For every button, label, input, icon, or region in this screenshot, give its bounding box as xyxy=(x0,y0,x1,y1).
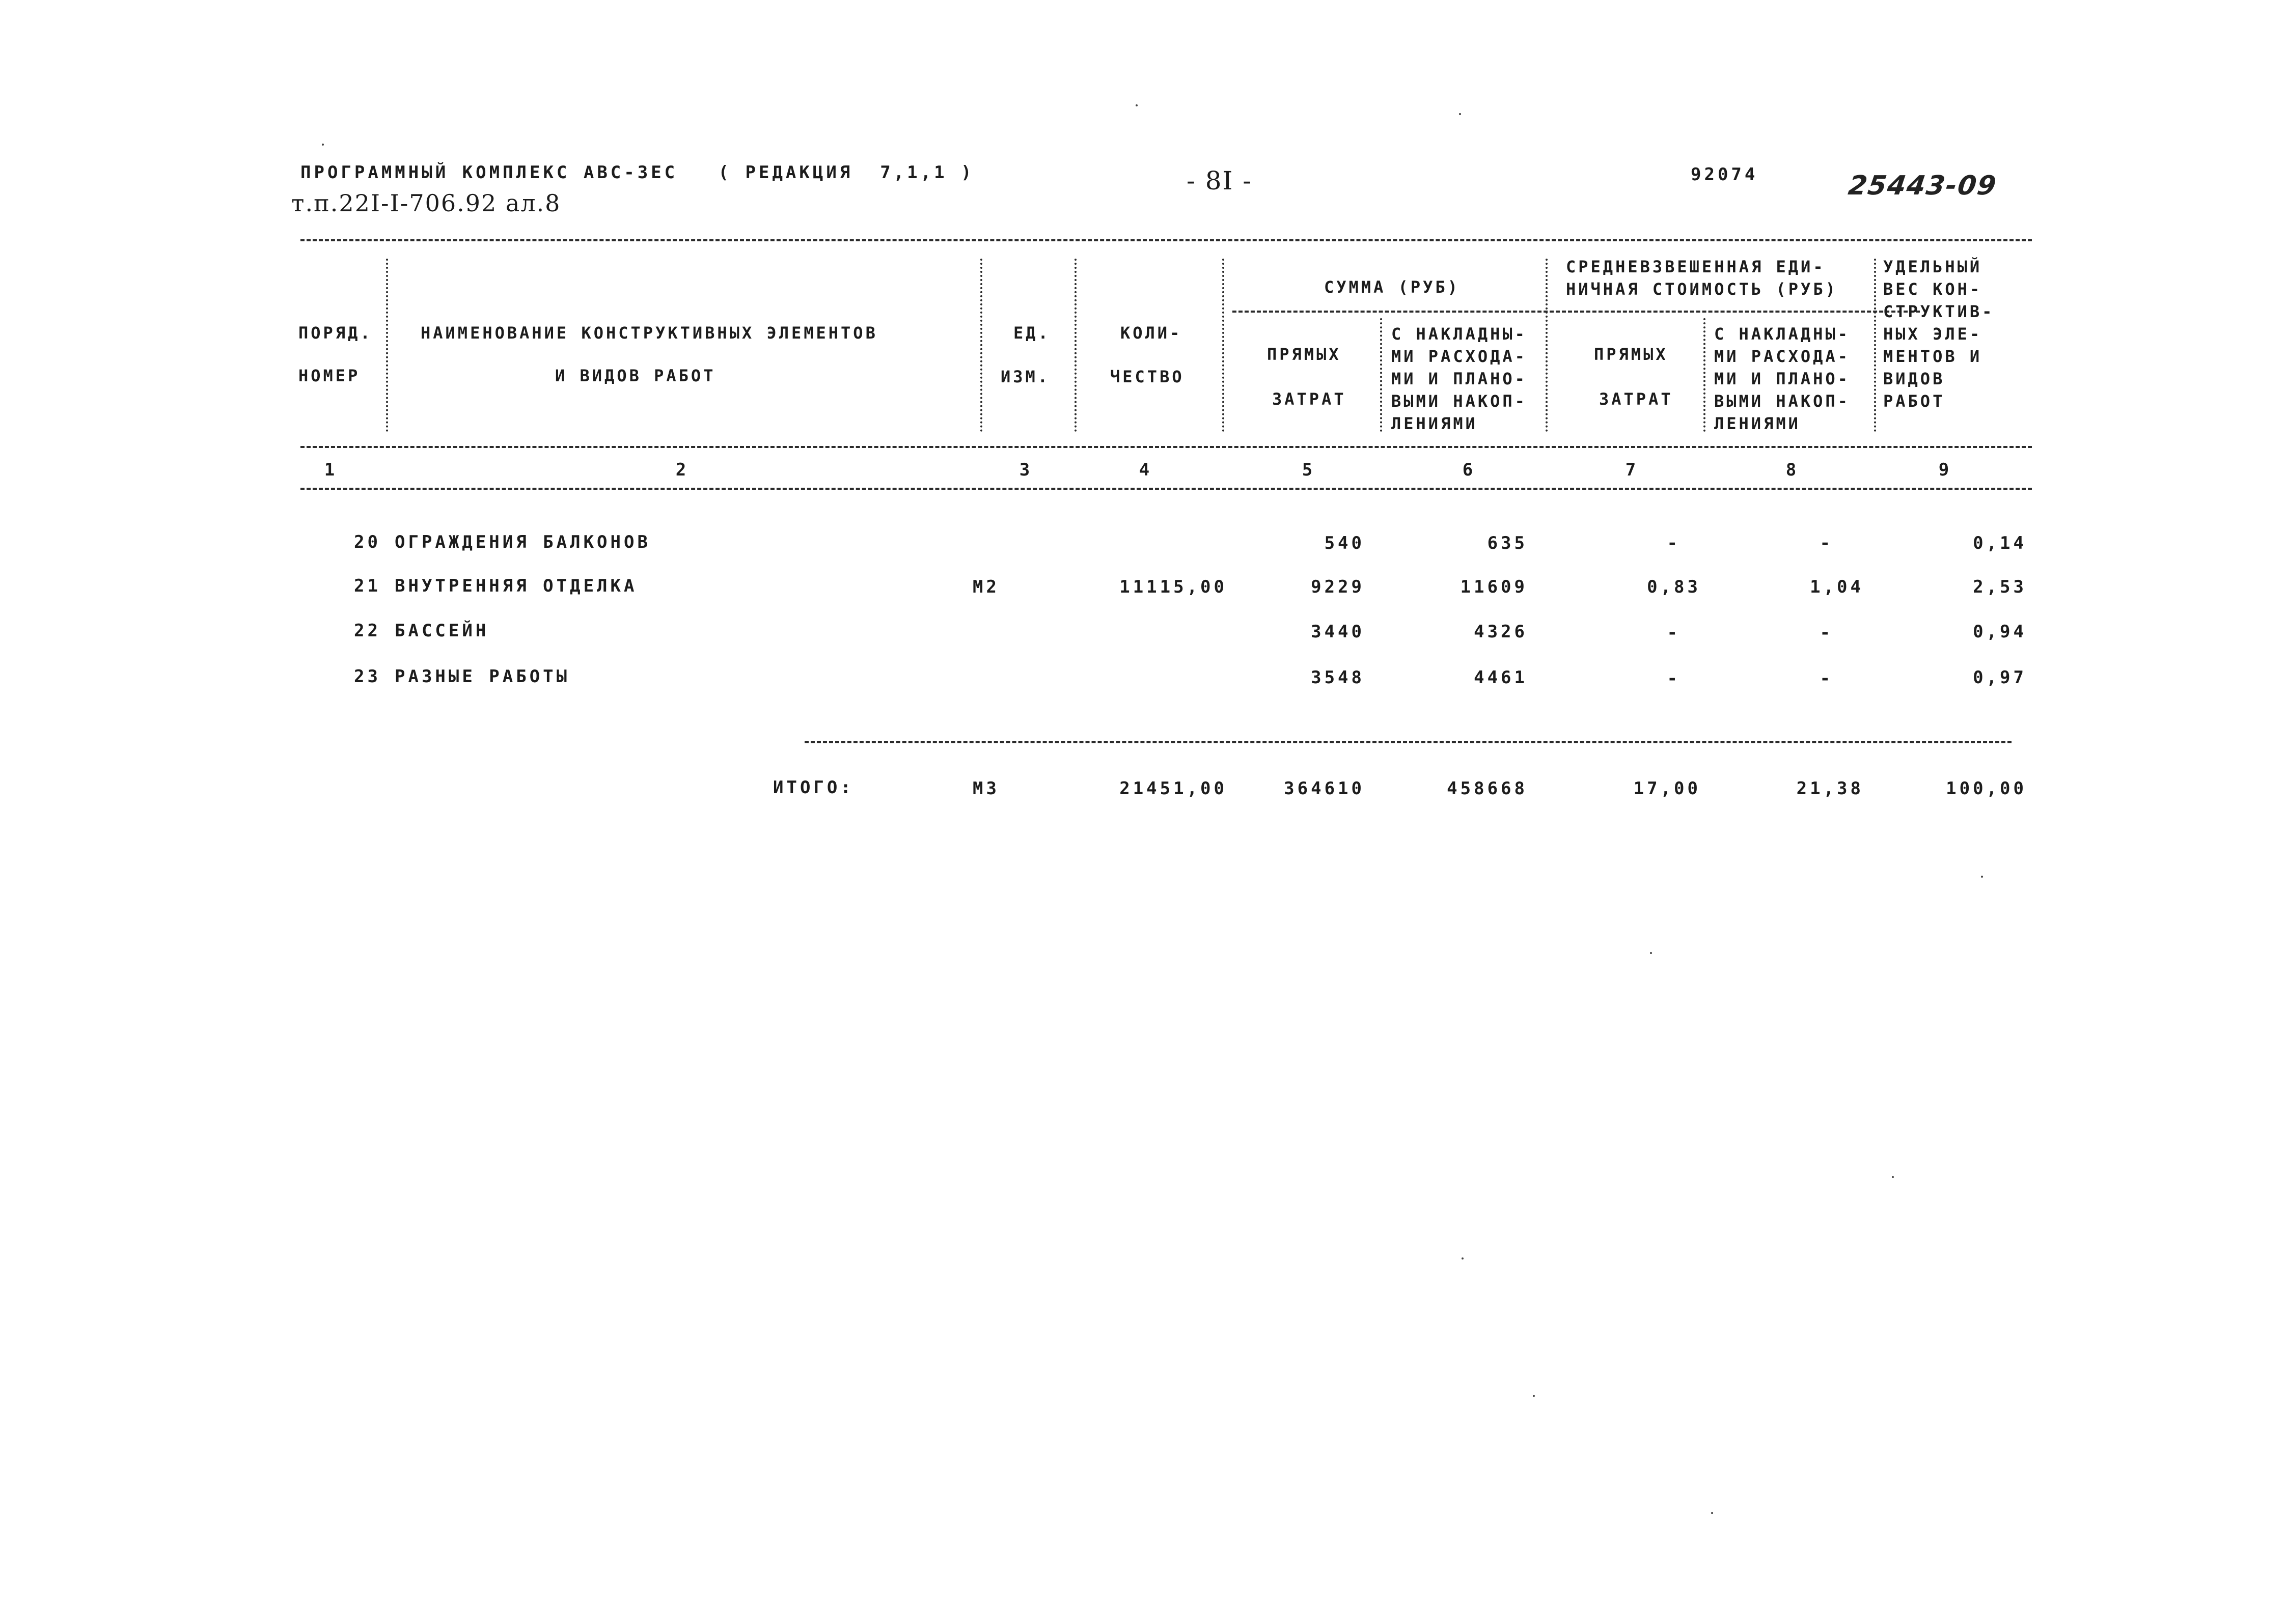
col9-header-line1: УДЕЛЬНЫЙ xyxy=(1883,257,1982,276)
row-name: БАССЕЙН xyxy=(395,621,489,641)
scan-speck xyxy=(1711,1512,1713,1514)
col7-header-line1: ПРЯМЫХ xyxy=(1594,345,1668,364)
col9-header-line5: МЕНТОВ И xyxy=(1883,347,1982,366)
row-avg-overhead: - xyxy=(1820,623,1833,643)
row-direct: 3548 xyxy=(1311,667,1365,688)
scan-speck xyxy=(1462,1257,1464,1259)
col-number-8: 8 xyxy=(1785,460,1800,480)
row-avg-overhead: 1,04 xyxy=(1810,577,1864,597)
sum-subrule xyxy=(1232,311,1920,313)
col-sep-1 xyxy=(386,259,388,432)
col2-header-line1: НАИМЕНОВАНИЕ КОНСТРУКТИВНЫХ ЭЛЕМЕНТОВ xyxy=(421,323,878,343)
row-name: ВНУТРЕННЯЯ ОТДЕЛКА xyxy=(395,576,638,596)
row-number: 21 xyxy=(354,576,381,596)
total-avg-overhead: 21,38 xyxy=(1796,778,1864,799)
col-number-2: 2 xyxy=(675,460,690,480)
row-avg-direct: - xyxy=(1667,623,1681,643)
row-avg-overhead: - xyxy=(1820,533,1833,553)
col-number-5: 5 xyxy=(1302,460,1316,480)
row-avg-direct: - xyxy=(1667,533,1681,553)
total-overhead: 458668 xyxy=(1447,778,1528,799)
scan-speck xyxy=(322,144,324,146)
page-number: - 8I - xyxy=(1187,166,1253,195)
row-number: 23 xyxy=(354,666,381,687)
col-sep-4 xyxy=(1222,259,1224,432)
total-label: ИТОГО: xyxy=(773,777,854,798)
col8-header-line2: МИ РАСХОДА- xyxy=(1714,347,1850,366)
row-avg-direct: 0,83 xyxy=(1647,577,1701,597)
scan-speck xyxy=(1459,113,1461,115)
col-number-6: 6 xyxy=(1462,460,1476,480)
col9-header-line2: ВЕС КОН- xyxy=(1883,279,1982,299)
col6-header-line3: МИ И ПЛАНО- xyxy=(1391,369,1527,388)
col8-header-line3: МИ И ПЛАНО- xyxy=(1714,369,1850,388)
col-number-4: 4 xyxy=(1139,460,1153,480)
col8-header-line1: С НАКЛАДНЫ- xyxy=(1714,324,1850,344)
row-overhead: 4461 xyxy=(1474,667,1528,688)
col-number-7: 7 xyxy=(1625,460,1639,480)
table-top-rule xyxy=(300,239,2032,241)
col9-header-line4: НЫХ ЭЛЕ- xyxy=(1883,324,1982,344)
scan-speck xyxy=(1981,876,1983,878)
handwritten-number: 25443-09 xyxy=(1846,171,1999,201)
row-overhead: 11609 xyxy=(1460,577,1528,597)
row-share: 0,94 xyxy=(1973,622,2027,642)
row-direct: 9229 xyxy=(1311,577,1365,597)
avg-group-header-line1: СРЕДНЕВЗВЕШЕННАЯ ЕДИ- xyxy=(1566,257,1826,276)
scan-speck xyxy=(1650,952,1652,954)
scan-speck xyxy=(1533,1395,1535,1397)
row-number: 22 xyxy=(354,621,381,641)
row-number: 20 xyxy=(354,532,381,552)
col1-header-line2: НОМЕР xyxy=(298,366,361,385)
col-sep-6 xyxy=(1546,259,1548,432)
col3-header-line2: ИЗМ. xyxy=(1001,367,1051,386)
row-avg-overhead: - xyxy=(1820,668,1833,689)
col6-header-line5: ЛЕНИЯМИ xyxy=(1391,414,1478,433)
col-number-9: 9 xyxy=(1938,460,1952,480)
col1-header-line1: ПОРЯД. xyxy=(298,323,373,343)
col8-header-line4: ВЫМИ НАКОП- xyxy=(1714,391,1850,411)
col4-header-line2: ЧЕСТВО xyxy=(1110,367,1185,386)
col5-header-line1: ПРЯМЫХ xyxy=(1267,345,1341,364)
avg-group-header-line2: НИЧНАЯ СТОИМОСТЬ (РУБ) xyxy=(1566,279,1838,299)
row-name: ОГРАЖДЕНИЯ БАЛКОНОВ xyxy=(395,532,651,552)
col9-header-line6: ВИДОВ xyxy=(1883,369,1945,388)
col8-header-line5: ЛЕНИЯМИ xyxy=(1714,414,1801,433)
col3-header-line1: ЕД. xyxy=(1013,323,1051,343)
sum-group-header: СУММА (РУБ) xyxy=(1324,277,1460,297)
total-unit: М3 xyxy=(973,778,1000,799)
row-share: 0,14 xyxy=(1973,533,2027,553)
row-avg-direct: - xyxy=(1667,668,1681,689)
total-rule xyxy=(805,741,2012,743)
col-number-1: 1 xyxy=(324,460,338,480)
total-avg-direct: 17,00 xyxy=(1633,778,1701,799)
col-number-3: 3 xyxy=(1019,460,1033,480)
col6-header-line2: МИ РАСХОДА- xyxy=(1391,347,1527,366)
program-title: ПРОГРАММНЫЙ КОМПЛЕКС АВС-ЗЕС ( РЕДАКЦИЯ 7,1,1 ) xyxy=(300,162,975,183)
col-sep-2 xyxy=(980,259,982,432)
col7-header-line2: ЗАТРАТ xyxy=(1599,389,1673,409)
row-share: 0,97 xyxy=(1973,667,2027,688)
row-overhead: 4326 xyxy=(1474,622,1528,642)
row-unit: М2 xyxy=(973,577,1000,597)
row-name: РАЗНЫЕ РАБОТЫ xyxy=(395,666,570,687)
header-bottom-rule xyxy=(300,446,2032,448)
row-direct: 3440 xyxy=(1311,622,1365,642)
col4-header-line1: КОЛИ- xyxy=(1120,323,1182,343)
total-qty: 21451,00 xyxy=(1119,778,1227,799)
scan-speck xyxy=(1136,104,1138,106)
total-share: 100,00 xyxy=(1946,778,2027,799)
row-overhead: 635 xyxy=(1487,533,1528,553)
row-qty: 11115,00 xyxy=(1119,577,1227,597)
numbers-bottom-rule xyxy=(300,488,2032,490)
col-sep-8 xyxy=(1874,259,1876,432)
col-sep-5 xyxy=(1380,318,1382,432)
col-sep-3 xyxy=(1075,259,1077,432)
col9-header-line3: СТРУКТИВ- xyxy=(1883,302,1995,321)
col-sep-7 xyxy=(1703,318,1705,432)
col6-header-line1: С НАКЛАДНЫ- xyxy=(1391,324,1527,344)
col9-header-line7: РАБОТ xyxy=(1883,391,1945,411)
project-code: т.п.22I-I-706.92 ал.8 xyxy=(291,189,561,217)
col6-header-line4: ВЫМИ НАКОП- xyxy=(1391,391,1527,411)
row-direct: 540 xyxy=(1324,533,1365,553)
row-share: 2,53 xyxy=(1973,577,2027,597)
document-code: 92074 xyxy=(1691,164,1758,185)
col5-header-line2: ЗАТРАТ xyxy=(1272,389,1346,409)
scan-speck xyxy=(1892,1176,1894,1178)
total-direct: 364610 xyxy=(1284,778,1365,799)
col2-header-line2: И ВИДОВ РАБОТ xyxy=(555,366,716,385)
